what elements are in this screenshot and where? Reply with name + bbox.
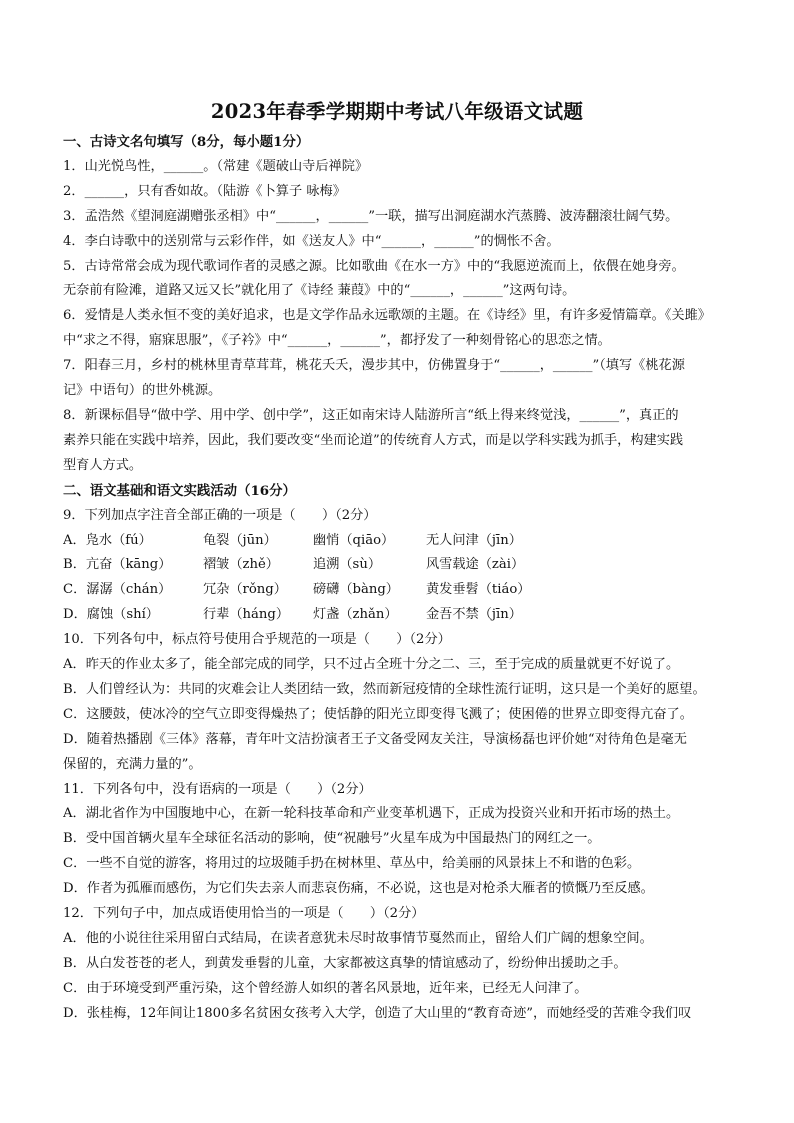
option-line: 保留的，充满力量的”。	[63, 756, 202, 772]
option-line: B．从白发苍苍的老人，到黄发垂髫的儿童，大家都被这真挚的情谊感动了，纷纷伸出援助之手。	[63, 955, 627, 971]
option-item: 灯盏（zhǎn）	[313, 607, 398, 623]
option-line: C．由于环境受到严重污染，这个曾经游人如织的著名风景地，近年来，已经无人问津了。	[63, 980, 588, 996]
option-item: 无人问津（jīn）	[426, 532, 522, 548]
option-item: B．亢奋（kāng）	[63, 557, 172, 573]
option-item: D．腐蚀（shí）	[63, 607, 159, 623]
question-line: 2．______，只有香如故。（陆游《卜算子 咏梅》	[63, 183, 346, 199]
option-line: C．一些不自觉的游客，将用过的垃圾随手扔在树林里、草丛中，给美丽的风景抹上不和谐的色彩。	[63, 856, 641, 872]
exam-body	[63, 130, 733, 1027]
question-line: 7．阳春三月，乡村的桃林里青草茸茸，桃花夭夭，漫步其中，仿佛置身于“______，______”（填写《桃花源	[63, 358, 685, 374]
option-item: C．潺潺（chán）	[63, 582, 172, 598]
option-row	[63, 603, 733, 628]
option-item: 黄发垂髫（tiáo）	[426, 582, 531, 598]
question-line: 8．新课标倡导“做中学、用中学、创中学”，这正如南宋诗人陆游所言“纸上得来终觉浅，______”，真正的	[63, 407, 679, 423]
question-line: 5．古诗常常会成为现代歌词作者的灵感之源。比如歌曲《在水一方》中的“我愿逆流而上，依偎在她身旁。	[63, 258, 685, 274]
option-item: 行辈（háng）	[203, 607, 290, 623]
option-item: 褶皱（zhě）	[203, 557, 279, 573]
question-line: 6．爱情是人类永恒不变的美好追求，也是文学作品永远歌颂的主题。在《诗经》里，有许多爱情篇章。《关雎》	[63, 308, 711, 324]
question-line: 素养只能在实践中培养，因此，我们要改变“坐而论道”的传统育人方式，而是以学科实践为抓手，构建实践	[63, 432, 684, 448]
question-line: 3．孟浩然《望洞庭湖赠张丞相》中“______，______”一联，描写出洞庭湖水汽蒸腾、波涛翻滚壮阔气势。	[63, 208, 679, 224]
option-line: B．受中国首辆火星车全球征名活动的影响，使“祝融号”火星车成为中国最热门的网红之一。	[63, 831, 601, 847]
option-item: 风雪载途（zài）	[426, 557, 525, 573]
option-line: A．他的小说往往采用留白式结局，在读者意犹未尽时故事情节戛然而止，留给人们广阔的想象空间。	[63, 931, 653, 946]
page-title: 2023年春季学期期中考试八年级语文试题	[210, 100, 584, 123]
question-stem: 12．下列句子中，加点成语使用恰当的一项是（ ）（2分）	[63, 906, 425, 922]
section-heading: 二、语文基础和语文实践活动（16分）	[63, 482, 296, 499]
question-line: 无奈前有险滩，道路又远又长”就化用了《诗经 蒹葭》中的“______，______”这两句诗。	[63, 283, 576, 299]
option-line: D．随着热播剧《三体》落幕，青年叶文洁扮演者王子文备受网友关注，导演杨磊也评价她“对待角色是毫无	[63, 731, 687, 747]
option-line: A．湖北省作为中国腹地中心，在新一轮科技革命和产业变革机遇下，正成为投资兴业和开拓市场的热土。	[63, 806, 680, 822]
option-row	[63, 529, 733, 554]
option-item: 追溯（sù）	[313, 557, 382, 573]
question-line: 1．山光悦鸟性，______。（常建《题破山寺后禅院》	[63, 158, 369, 174]
option-item: 幽悄（qiāo）	[313, 532, 395, 548]
question-stem: 10．下列各句中，标点符号使用合乎规范的一项是（ ）（2分）	[63, 632, 451, 648]
question-stem: 11．下列各句中，没有语病的一项是（ ）（2分）	[63, 781, 372, 797]
option-row	[63, 578, 733, 603]
question-line: 记》中语句）的世外桃源。	[63, 383, 222, 399]
question-line: 中“求之不得，寤寐思服”，《子衿》中“______，______”，都抒发了一种刻骨铭心的思恋之情。	[63, 333, 611, 349]
question-line: 型育人方式。	[63, 457, 143, 473]
option-row	[63, 553, 733, 578]
option-line: A．昨天的作业太多了，能全部完成的同学，只不过占全班十分之二、三，至于完成的质量就更不好说了。	[63, 657, 680, 673]
option-item: 龟裂（jūn）	[203, 532, 277, 548]
option-item: 磅礴（bàng）	[313, 582, 399, 598]
option-line: B．人们曾经认为：共同的灾难会让人类团结一致，然而新冠疫情的全球性流行证明，这只是一个美好的愿望。	[63, 681, 706, 697]
option-line: D．张桂梅，12年间让1800多名贫困女孩考入大学，创造了大山里的“教育奇迹”，而她经受的苦难令我们叹	[63, 1005, 692, 1021]
option-item: 冗杂（rǒng）	[203, 582, 287, 598]
option-item: A．凫水（fú）	[63, 532, 152, 548]
question-line: 4．李白诗歌中的送别常与云彩作伴，如《送友人》中“______，______”的惆怅不舍。	[63, 233, 560, 249]
section-heading: 一、古诗文名句填写（8分，每小题1分）	[63, 134, 310, 150]
option-line: D．作者为孤雁而感伤，为它们失去亲人而悲哀伤痛，不必说，这也是对枪杀大雁者的愤慨乃至反感。	[63, 881, 654, 897]
option-item: 金吾不禁（jīn）	[426, 607, 522, 623]
option-line: C．这腰鼓，使冰冷的空气立即变得燥热了；使恬静的阳光立即变得飞溅了；使困倦的世界立即变得亢奋了。	[63, 706, 693, 722]
question-stem: 9．下列加点字注音全部正确的一项是（ ）（2分）	[63, 507, 377, 523]
